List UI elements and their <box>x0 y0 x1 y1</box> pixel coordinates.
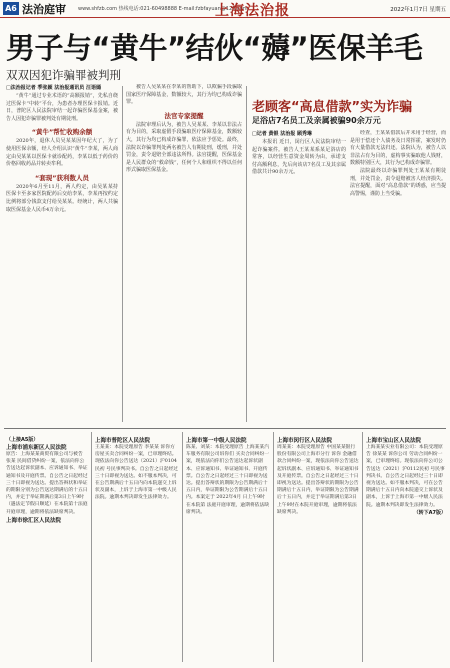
column-divider <box>91 432 92 662</box>
article1-byline: □法治报记者 季张颖 法治报通讯员 汪语嫣 <box>6 85 101 91</box>
court-name: 上海市浦东新区人民法院 <box>6 445 67 451</box>
column-divider <box>122 86 123 422</box>
notice-column-5 <box>366 436 446 664</box>
article1-section-heading: “黄牛”帮忙收购余额 <box>31 128 93 137</box>
court-name: 上海市徐汇区人民法院 <box>6 517 62 524</box>
court-name: 上海市闵行区人民法院 <box>277 438 333 444</box>
issue-date: 2022年1月7日 星期五 <box>390 7 446 13</box>
article2-paragraph: 法院审理后认为，被告人吴某某、李某以非法占有为目的，采取虚假手段骗取医疗保障基金，数额较大，其行为均已构成诈骗罪，依法应予惩处。最终，法院以诈骗罪判处两名被告人有期徒刑，缓刑，并处罚金，责令退赔全部违法所得。法官提醒，医保基金是人民群众的“救命钱”，任何个人和组织不得以任何形式骗取医保基金。 <box>126 121 242 174</box>
article2-paragraph: 被告人吴某某在李某的帮助下，以欺骗手段骗取国家医疗保障基金，数额较大，其行为均已构成诈骗罪。 <box>126 84 242 106</box>
article3-subheadline: 足浴店7名员工及亲属被骗90余万元 <box>252 116 381 125</box>
article3-byline: □记者 黄银 法治报 顾秀琳 <box>252 131 312 137</box>
article3-paragraph: 法院最终以诈骗罪判处王某某有期徒刑，并处罚金，责令退赔被害人经济损失。法官提醒，面对“高息借款”的诱惑，应当提高警惕，谨防上当受骗。 <box>350 167 446 197</box>
court-name: 上海市普陀区人民法院 <box>95 438 151 444</box>
article1-paragraph: 2020年6月至11月，两人约定，由吴某某持医保卡至多家医院配药后交给李某，李某再按约定比例将部分钱款支付给吴某某。经统计，两人共骗取医保基金人民币4万余元。 <box>6 183 118 213</box>
article3-col2 <box>350 130 446 422</box>
page-header <box>0 0 450 18</box>
notice-text: 周某某：本院受理原告 中国某某银行股份有限公司上海市分行 诉你 金融借款合同纠纷一案，现依法向你公告送达起诉状副本、应诉通知书、举证通知书及开庭传票。自公告之日起经过三十日即视为送达。提出答辩状的期限为公告期满后十五日内，举证期限为公告期满后十五日内，并定于举证期满后第3日上午9时在本院开庭审理，逾期将依法缺席判决。 <box>277 445 359 515</box>
section-divider <box>4 428 446 429</box>
article1-paragraph: “黄牛”通过专业术语的“高额报销”，先私自绕过医保卡“中转”平台，为患者办理医保卡报销。近日，普陀区人民法院审结一起诈骗医保基金案，被告人因犯诈骗罪被判处有期徒刑。 <box>6 93 118 122</box>
court-name: 上海市第一中级人民法院 <box>186 438 247 444</box>
article3-paragraph: 本报讯 近日，闵行区人民法院审结一起诈骗案件。被告人王某某系某足浴店的常客，以经营生意资金周转为由，承诺支付高额利息，先后向该店7名员工及其亲属借款共计90余万元。 <box>252 139 346 176</box>
article3-headline: 老顾客“高息借款”实为诈骗 <box>252 100 413 115</box>
notice-text: 陈某、刘某：本院受理原告 上海某某汽车服务有限公司诉你们 买卖合同纠纷一案，现依法向你们公告送达起诉状副本、应诉通知书、举证通知书、开庭传票。自公告之日起经过三十日即视为送达。提出答辩状的期限为公告期满后十五日内，举证期限为公告期满后十五日内。本案定于 2022年4月 日上午9时 在本院第 法庭开庭审理，逾期将依法缺席判决。 <box>186 445 270 515</box>
column-divider <box>246 86 247 422</box>
notice-column-1 <box>6 436 88 664</box>
contact-info: www.shfzb.com 热线电话:021-60498888 E-mail:fzbfayuan@126.com <box>78 6 248 12</box>
article3-col1 <box>252 130 346 422</box>
column-divider <box>273 432 274 662</box>
masthead: 上海法治报 <box>215 3 290 19</box>
section-logo: A6 <box>3 2 19 15</box>
column-divider <box>362 432 363 662</box>
subheadline: 双双因犯诈骗罪被判刑 <box>6 68 121 82</box>
notice-text: 原告：上海某某商贸有限公司与被告 张某 民间借贷纠纷一案，依法向你公告送达起诉状副本、应诉通知书、举证通知书及开庭传票。自公告之日起经过三十日即视为送达。提出答辩状和举证的期限分别为公告送达期满后的十五日内，并定于举证期满后第3日上午9时（遇法定节假日顺延）在本院第十法庭开庭审理，逾期将依法缺席判决。 <box>6 452 88 515</box>
article1-section-heading: “套现”获利数人员 <box>34 173 90 182</box>
article2-section-heading: 法官专家提醒 <box>164 111 204 120</box>
column-divider <box>182 432 183 662</box>
section-title: 法治庭审 <box>22 3 66 16</box>
notice-continued-next: （转下A7版） <box>413 509 446 516</box>
notice-column-3 <box>186 436 270 664</box>
article1-paragraph: 2020年，退休人员吴某某因年纪大了，为了使用医保余额，经人介绍认识“黄牛”李某，两人商定由吴某某以医保卡就诊配药，李某以低于药价的价格回收药品并转卖牟利。 <box>6 138 118 168</box>
article2-body <box>126 84 242 422</box>
court-name: 上海市宝山区人民法院 <box>366 438 422 444</box>
main-headline: 男子与“黄牛”结伙“薅”医保羊毛 <box>6 31 423 65</box>
article3-paragraph: 经查，王某某借款后并未用于经营，而是用于偿还个人债务及日常挥霍，案发时仍有大量借款无法归还。法院认为，被告人以非法占有为目的，虚构事实骗取他人钱财，数额特别巨大，其行为已构成诈骗罪。 <box>350 130 446 167</box>
article1-body <box>6 84 118 422</box>
notice-text: 上海某某实业有限公司：本院受理原告 徐某某 诉你公司 劳动合同纠纷一案，已审理终结。现依法向你公司公告送达（2021）沪0112民初 号民事判决书。自公告之日起经过三十日即视为送达。如不服本判决，可在公告期满后十五日内向本院递交上诉状及副本，上诉于上海市第一中级人民法院。逾期本判决即发生法律效力。 <box>366 445 445 508</box>
notice-continued: （上接A5版） <box>6 437 39 443</box>
notice-column-4 <box>277 436 359 664</box>
notice-column-2 <box>95 436 179 664</box>
notice-text: 王某某：本院受理原告 李某某 诉你方 房屋买卖合同纠纷一案，已审理终结。现依法向你公告送达（2021）沪0104民初 号民事判决书。自公告之日起经过三十日即视为送达。如不服本判决，可在公告期满后十五日内向本院递交上诉状及副本，上诉于上海市第一中级人民法院。逾期本判决即发生法律效力。 <box>95 445 179 501</box>
